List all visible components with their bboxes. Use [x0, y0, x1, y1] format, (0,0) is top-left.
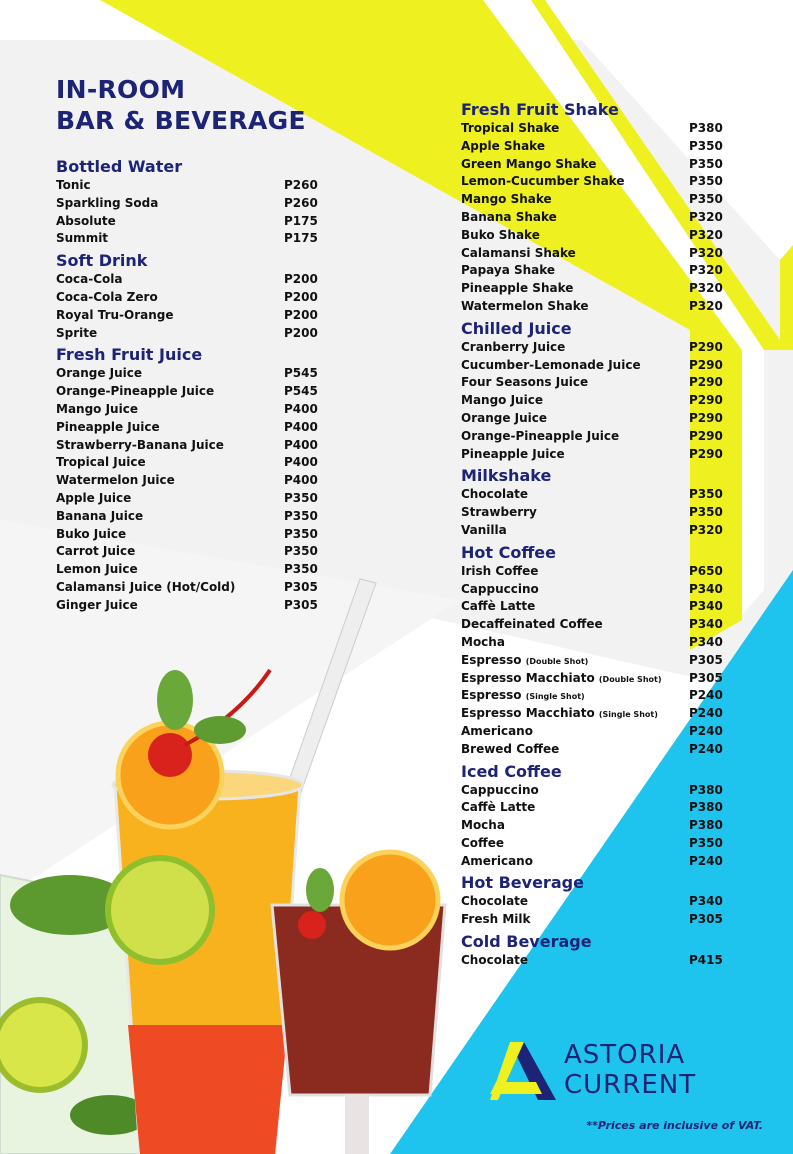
item-name-text: Banana Shake: [461, 209, 557, 224]
item-name: [461, 339, 565, 357]
item-name-text: Espresso: [461, 688, 522, 703]
item-price: P320: [689, 281, 723, 296]
menu-section: [461, 543, 723, 759]
item-price: P400: [284, 401, 318, 416]
menu-item: [461, 138, 723, 156]
orange-glass-bottom: [128, 1025, 288, 1154]
item-note: (Single Shot): [598, 710, 658, 720]
item-name-text: Americano: [461, 853, 533, 868]
menu-section: [461, 319, 723, 464]
item-price: P305: [689, 912, 723, 927]
item-name-text: Mango Juice: [461, 393, 543, 408]
cherry: [148, 733, 192, 777]
menu-item: [56, 401, 318, 419]
item-name: [461, 410, 547, 428]
item-price: P320: [689, 522, 723, 537]
item-price: P290: [689, 357, 723, 372]
item-price: P290: [689, 428, 723, 443]
item-name-text: Espresso: [461, 652, 522, 667]
menu-item: [461, 581, 723, 599]
menu-item: [461, 298, 723, 316]
item-name-text: Summit: [56, 231, 109, 246]
item-price: P240: [689, 688, 723, 703]
menu-item: [461, 428, 723, 446]
item-name: [56, 472, 175, 490]
menu-section: [461, 466, 723, 539]
menu-item: [56, 325, 318, 343]
item-name-text: Tonic: [56, 178, 91, 192]
title-line-2: BAR & BEVERAGE: [56, 106, 306, 135]
item-price: P650: [689, 563, 723, 578]
menu-item: [461, 598, 723, 616]
menu-item: [461, 853, 723, 871]
menu-item: [461, 392, 723, 410]
item-price: P200: [284, 307, 318, 322]
item-price: P400: [284, 455, 318, 470]
item-name: [56, 230, 108, 248]
item-name-text: Green Mango Shake: [461, 156, 597, 171]
menu-item: [56, 543, 318, 561]
item-name: [461, 227, 540, 245]
drinks-illustration: [0, 575, 460, 1154]
item-name: [461, 280, 573, 298]
menu-item: [56, 579, 318, 597]
logo-text-line-1: ASTORIA: [564, 1040, 686, 1070]
item-name-text: Decaffeinated Coffee: [461, 617, 603, 632]
item-name-text: Cranberry Juice: [461, 339, 566, 354]
vat-note: **Prices are inclusive of VAT.: [586, 1119, 763, 1132]
section-title: Fresh Fruit Juice: [56, 345, 203, 365]
menu-item: [461, 504, 723, 522]
menu-item: [461, 705, 723, 723]
item-price: P350: [284, 544, 318, 559]
item-price: P320: [689, 209, 723, 224]
item-name: [461, 598, 535, 616]
item-price: P350: [689, 835, 723, 850]
item-name: [461, 782, 539, 800]
item-name-text: Brewed Coffee: [461, 741, 560, 756]
item-name: [56, 508, 143, 526]
item-name-text: Calamansi Shake: [461, 245, 576, 260]
menu-item: [56, 472, 318, 490]
menu-item: [461, 687, 723, 705]
item-name-text: Calamansi Juice (Hot/Cold): [56, 579, 236, 594]
item-price: P380: [689, 782, 723, 797]
item-name: [56, 307, 174, 325]
item-name: [461, 687, 585, 705]
item-name-text: Orange Juice: [56, 366, 143, 381]
item-name: [56, 490, 131, 508]
item-price: P350: [689, 487, 723, 502]
item-name-text: Cucumber-Lemonade Juice: [461, 357, 641, 372]
item-name: [461, 581, 539, 599]
item-name-text: Watermelon Juice: [56, 473, 175, 488]
section-title: Cold Beverage: [461, 932, 592, 952]
item-name: [461, 911, 531, 929]
item-name-text: Coca-Cola Zero: [56, 289, 158, 304]
menu-item: [461, 616, 723, 634]
item-name: [56, 365, 142, 383]
item-name: [56, 561, 138, 579]
item-name: [461, 670, 662, 688]
item-price: P350: [284, 526, 318, 541]
item-note: (Single Shot): [525, 692, 585, 702]
item-name: [461, 952, 528, 970]
menu-section: [56, 157, 318, 248]
item-price: P320: [689, 298, 723, 313]
item-name-text: Watermelon Shake: [461, 298, 589, 313]
menu-item: [461, 357, 723, 375]
item-price: P305: [284, 597, 318, 612]
item-name: [56, 195, 158, 213]
item-name: [56, 543, 135, 561]
item-price: P175: [284, 213, 318, 228]
item-name: [56, 325, 97, 343]
item-price: P380: [689, 818, 723, 833]
item-name-text: Buko Shake: [461, 227, 540, 242]
menu-item: [56, 271, 318, 289]
item-name-text: Strawberry-Banana Juice: [56, 437, 224, 452]
menu-item: [56, 437, 318, 455]
logo-mark-icon: [490, 1042, 556, 1100]
astoria-current-logo: [490, 1040, 750, 1102]
menu-item: [461, 262, 723, 280]
item-name: [56, 401, 138, 419]
item-name-text: Lemon-Cucumber Shake: [461, 174, 625, 189]
item-name: [56, 289, 158, 307]
item-note: (Double Shot): [598, 674, 662, 684]
item-name-text: Mocha: [461, 818, 505, 833]
item-price: P290: [689, 393, 723, 408]
section-title: Fresh Fruit Shake: [461, 100, 619, 119]
item-name: [461, 298, 589, 316]
menu-item: [461, 156, 723, 174]
item-name: [461, 392, 543, 410]
item-name-text: Lemon Juice: [56, 562, 138, 577]
item-name: [461, 817, 505, 835]
item-price: P305: [689, 670, 723, 685]
menu-item: [56, 289, 318, 307]
item-price: P240: [689, 706, 723, 721]
item-price: P240: [689, 853, 723, 868]
menu-item: [461, 634, 723, 652]
menu-item: [56, 419, 318, 437]
item-name-text: Tropical Juice: [56, 455, 146, 470]
menu-item: [56, 213, 318, 231]
menu-item: [56, 526, 318, 544]
item-price: P175: [284, 231, 318, 246]
item-price: P415: [689, 953, 723, 968]
menu-section: [461, 873, 723, 929]
menu-item: [461, 173, 723, 191]
item-price: P350: [284, 490, 318, 505]
item-name: [461, 799, 535, 817]
menu-section: [56, 251, 318, 342]
section-title: Iced Coffee: [461, 761, 562, 781]
logo-text-line-2: CURRENT: [564, 1070, 697, 1100]
item-price: P260: [284, 178, 318, 192]
mint-leaf-top-2: [194, 716, 246, 744]
section-title: Chilled Juice: [461, 318, 572, 338]
item-name-text: Mango Shake: [461, 192, 552, 207]
section-title: Bottled Water: [56, 157, 183, 176]
item-price: P350: [689, 505, 723, 520]
item-name: [461, 374, 588, 392]
item-name: [461, 853, 533, 871]
lime-slice-left: [0, 1000, 85, 1090]
section-title: Milkshake: [461, 466, 552, 486]
item-price: P380: [689, 800, 723, 815]
menu-item: [56, 365, 318, 383]
item-name: [461, 138, 545, 156]
item-name-text: Americano: [461, 723, 533, 738]
item-name-text: Caffè Latte: [461, 599, 536, 614]
menu-item: [56, 195, 318, 213]
item-name: [461, 893, 528, 911]
item-price: P340: [689, 617, 723, 632]
item-price: P290: [689, 339, 723, 354]
menu-item: [461, 245, 723, 263]
item-price: P240: [689, 723, 723, 738]
menu-item: [461, 227, 723, 245]
item-name-text: Fresh Milk: [461, 912, 531, 927]
item-name: [461, 522, 507, 540]
menu-section: [461, 100, 723, 316]
menu-item: [461, 120, 723, 138]
menu-item: [461, 652, 723, 670]
item-name-text: Pineapple Juice: [56, 419, 160, 434]
item-price: P320: [689, 263, 723, 278]
item-price: P350: [689, 138, 723, 153]
title-line-1: IN-ROOM: [56, 75, 186, 104]
item-price: P400: [284, 419, 318, 434]
item-name-text: Chocolate: [461, 894, 529, 909]
menu-item: [461, 799, 723, 817]
menu-item: [56, 490, 318, 508]
item-price: P545: [284, 384, 318, 399]
item-price: P260: [284, 195, 318, 210]
section-title: Soft Drink: [56, 251, 148, 271]
item-name-text: Royal Tru-Orange: [56, 307, 174, 322]
menu-section: [461, 762, 723, 871]
lime-slice-mid: [108, 858, 212, 962]
item-name: [461, 563, 538, 581]
item-price: P320: [689, 245, 723, 260]
menu-column-left: [56, 157, 318, 618]
item-price: P200: [284, 272, 318, 287]
item-name-text: Apple Shake: [461, 138, 545, 153]
item-name-text: Orange Juice: [461, 410, 548, 425]
orange-slice-right: [342, 852, 438, 948]
menu-item: [461, 835, 723, 853]
menu-item: [56, 561, 318, 579]
item-name: [461, 616, 603, 634]
item-name-text: Irish Coffee: [461, 563, 539, 578]
menu-item: [461, 191, 723, 209]
item-name: [461, 634, 505, 652]
sangria-stem: [345, 1095, 369, 1154]
item-name: [461, 504, 537, 522]
item-price: P240: [689, 741, 723, 756]
menu-item: [461, 782, 723, 800]
item-price: P350: [689, 156, 723, 171]
item-name-text: Coca-Cola: [56, 272, 123, 287]
item-name-text: Tropical Shake: [461, 121, 560, 135]
item-price: P350: [284, 562, 318, 577]
item-name: [461, 741, 559, 759]
item-name-text: Orange-Pineapple Juice: [461, 428, 620, 443]
cherry-right: [298, 911, 326, 939]
item-price: P350: [689, 174, 723, 189]
menu-item: [56, 597, 318, 615]
item-name: [56, 579, 235, 597]
item-price: P400: [284, 473, 318, 488]
item-name-text: Espresso Macchiato: [461, 706, 595, 721]
item-name: [461, 428, 619, 446]
item-price: P350: [689, 192, 723, 207]
menu-item: [461, 374, 723, 392]
item-name: [461, 262, 555, 280]
menu-item: [461, 817, 723, 835]
item-name-text: Chocolate: [461, 487, 529, 502]
menu-item: [461, 522, 723, 540]
item-name: [461, 191, 552, 209]
item-name-text: Vanilla: [461, 522, 507, 537]
menu-item: [461, 670, 723, 688]
mint-leaf-top: [157, 670, 193, 730]
menu-item: [461, 280, 723, 298]
menu-item: [461, 410, 723, 428]
item-name-text: Banana Juice: [56, 508, 144, 523]
item-name: [56, 437, 224, 455]
menu-item: [56, 508, 318, 526]
item-name-text: Mocha: [461, 634, 505, 649]
item-price: P350: [284, 508, 318, 523]
item-price: P290: [689, 375, 723, 390]
item-name: [56, 271, 123, 289]
item-name: [461, 486, 528, 504]
section-title: Hot Beverage: [461, 873, 584, 893]
item-price: P340: [689, 599, 723, 614]
item-note: (Double Shot): [525, 656, 589, 666]
item-name-text: Pineapple Shake: [461, 281, 574, 296]
menu-item: [461, 893, 723, 911]
item-price: P290: [689, 410, 723, 425]
item-price: P200: [284, 325, 318, 340]
item-price: P340: [689, 581, 723, 596]
menu-item: [461, 911, 723, 929]
item-name-text: Mango Juice: [56, 401, 138, 416]
menu-item: [461, 339, 723, 357]
menu-item: [461, 209, 723, 227]
item-name: [461, 209, 557, 227]
item-name: [56, 213, 116, 231]
item-name: [461, 245, 576, 263]
item-name: [461, 120, 559, 138]
item-name-text: Espresso Macchiato: [461, 670, 595, 685]
item-name-text: Strawberry: [461, 505, 537, 520]
item-name-text: Four Seasons Juice: [461, 375, 589, 390]
menu-item: [56, 383, 318, 401]
item-name-text: Chocolate: [461, 953, 529, 968]
menu-column-right: [461, 100, 723, 973]
item-name-text: Orange-Pineapple Juice: [56, 384, 215, 399]
menu-section: [461, 932, 723, 970]
menu-item: [56, 454, 318, 472]
menu-item: [461, 741, 723, 759]
page-title: [56, 74, 306, 136]
item-name: [56, 454, 146, 472]
item-name: [461, 705, 658, 723]
item-name-text: Sprite: [56, 325, 98, 340]
item-name: [56, 597, 138, 615]
item-price: P545: [284, 366, 318, 381]
item-name: [461, 652, 588, 670]
item-name: [461, 357, 641, 375]
item-name-text: Cappuccino: [461, 581, 539, 596]
menu-item: [461, 446, 723, 464]
item-name-text: Absolute: [56, 213, 116, 228]
item-price: P400: [284, 437, 318, 452]
item-price: P305: [284, 579, 318, 594]
item-name-text: Buko Juice: [56, 526, 127, 541]
item-name-text: Coffee: [461, 835, 505, 850]
mint-leaf-right: [306, 868, 334, 912]
item-name-text: Ginger Juice: [56, 597, 138, 612]
item-name-text: Pineapple Juice: [461, 446, 565, 461]
item-name-text: Caffè Latte: [461, 800, 536, 815]
menu-item: [56, 177, 318, 195]
item-name-text: Papaya Shake: [461, 263, 556, 278]
section-title: Hot Coffee: [461, 542, 556, 562]
item-name: [56, 383, 214, 401]
item-price: P305: [689, 652, 723, 667]
item-name: [461, 173, 624, 191]
item-name-text: Cappuccino: [461, 782, 539, 797]
item-name: [56, 419, 160, 437]
item-price: P380: [689, 121, 723, 135]
item-price: P340: [689, 634, 723, 649]
item-price: P320: [689, 227, 723, 242]
item-name: [461, 156, 596, 174]
menu-item: [56, 307, 318, 325]
menu-item: [56, 230, 318, 248]
menu-item: [461, 486, 723, 504]
item-price: P200: [284, 289, 318, 304]
menu-item: [461, 952, 723, 970]
item-price: P290: [689, 446, 723, 461]
item-name-text: Sparkling Soda: [56, 195, 159, 210]
item-price: P340: [689, 894, 723, 909]
menu-section: [56, 345, 318, 614]
menu-item: [461, 563, 723, 581]
item-name: [461, 446, 565, 464]
item-name: [461, 835, 504, 853]
item-name: [461, 723, 533, 741]
item-name: [56, 177, 91, 195]
item-name-text: Apple Juice: [56, 490, 132, 505]
item-name: [56, 526, 126, 544]
item-name-text: Carrot Juice: [56, 544, 136, 559]
menu-item: [461, 723, 723, 741]
